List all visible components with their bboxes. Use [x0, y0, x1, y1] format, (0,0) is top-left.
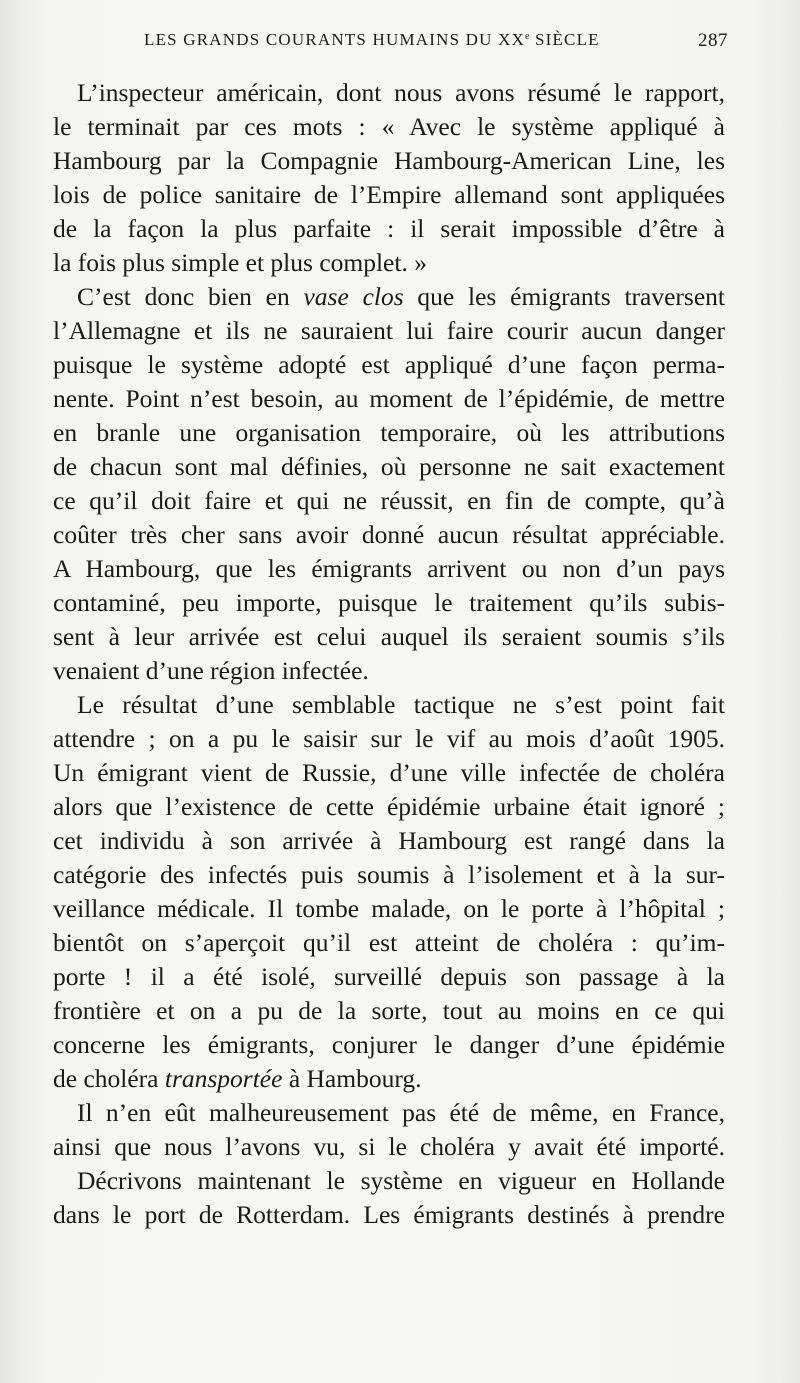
body-text	[53, 76, 725, 1232]
text-line: Décrivons maintenant le système en vigueur en Hollande	[77, 1166, 725, 1195]
text-line: en branle une organisation temporaire, où les attributions	[53, 418, 725, 447]
text-segment: C’est donc bien en	[77, 282, 304, 311]
text-line	[53, 1062, 725, 1096]
text-line: contaminé, peu importe, puisque le traitement qu’ils subis-	[53, 588, 725, 617]
text-line: concerne les émigrants, conjurer le danger d’une épidémie	[53, 1030, 725, 1059]
text-segment: à Hambourg.	[282, 1064, 422, 1093]
text-line	[53, 280, 725, 314]
text-line: attendre ; on a pu le saisir sur le vif au mois d’août 1905.	[53, 724, 725, 753]
text-line: alors que l’existence de cette épidémie urbaine était ignoré ;	[53, 792, 725, 821]
running-title	[144, 30, 600, 50]
text-line: catégorie des infectés puis soumis à l’isolement et à la sur-	[53, 860, 725, 889]
text-segment: de choléra	[53, 1064, 165, 1093]
text-line: veillance médicale. Il tombe malade, on le porte à l’hôpital ;	[53, 894, 725, 923]
text-line: frontière et on a pu de la sorte, tout au moins en ce qui	[53, 996, 725, 1025]
text-line: de la façon la plus parfaite : il serait impossible d’être à	[53, 214, 725, 243]
running-header	[144, 30, 728, 60]
text-line: porte ! il a été isolé, surveillé depuis son passage à la	[53, 962, 725, 991]
text-line: cet individu à son arrivée à Hambourg est rangé dans la	[53, 826, 725, 855]
text-line: puisque le système adopté est appliqué d’une façon perma-	[53, 350, 725, 379]
text-line: coûter très cher sans avoir donné aucun résultat appréciable.	[53, 520, 725, 549]
text-line: Hambourg par la Compagnie Hambourg-American Line, les	[53, 146, 725, 175]
text-line: Le résultat d’une semblable tactique ne s’est point fait	[77, 690, 725, 719]
text-line: nente. Point n’est besoin, au moment de l’épidémie, de mettre	[53, 384, 725, 413]
running-title-main: LES GRANDS COURANTS HUMAINS DU XX	[144, 30, 526, 49]
text-line: bientôt on s’aperçoit qu’il est atteint de choléra : qu’im-	[53, 928, 725, 957]
text-line: ce qu’il doit faire et qui ne réussit, en fin de compte, qu’à	[53, 486, 725, 515]
text-line: l’Allemagne et ils ne sauraient lui faire courir aucun danger	[53, 316, 725, 345]
text-line: L’inspecteur américain, dont nous avons résumé le rapport,	[77, 78, 725, 107]
text-line: sent à leur arrivée est celui auquel ils seraient soumis s’ils	[53, 622, 725, 651]
text-line: Un émigrant vient de Russie, d’une ville infectée de choléra	[53, 758, 725, 787]
italic-phrase: vase clos	[303, 282, 404, 311]
text-line: lois de police sanitaire de l’Empire allemand sont appliquées	[53, 180, 725, 209]
text-line: venaient d’une région infectée.	[53, 656, 369, 685]
text-line: ainsi que nous l’avons vu, si le choléra y avait été importé.	[53, 1132, 725, 1161]
text-line: Il n’en eût malheureusement pas été de même, en France,	[77, 1098, 725, 1127]
text-segment: que les émigrants traversent	[403, 282, 725, 311]
running-title-end: SIÈCLE	[529, 30, 600, 49]
text-line: le terminait par ces mots : « Avec le système appliqué à	[53, 112, 725, 141]
italic-phrase: transportée	[164, 1064, 283, 1093]
text-line: de chacun sont mal définies, où personne ne sait exactement	[53, 452, 725, 481]
running-title-superscript: e	[525, 31, 530, 42]
text-line: A Hambourg, que les émigrants arrivent ou non d’un pays	[53, 554, 725, 583]
page-number: 287	[698, 30, 728, 51]
text-line: la fois plus simple et plus complet. »	[53, 248, 427, 277]
text-line: dans le port de Rotterdam. Les émigrants destinés à prendre	[53, 1200, 725, 1229]
